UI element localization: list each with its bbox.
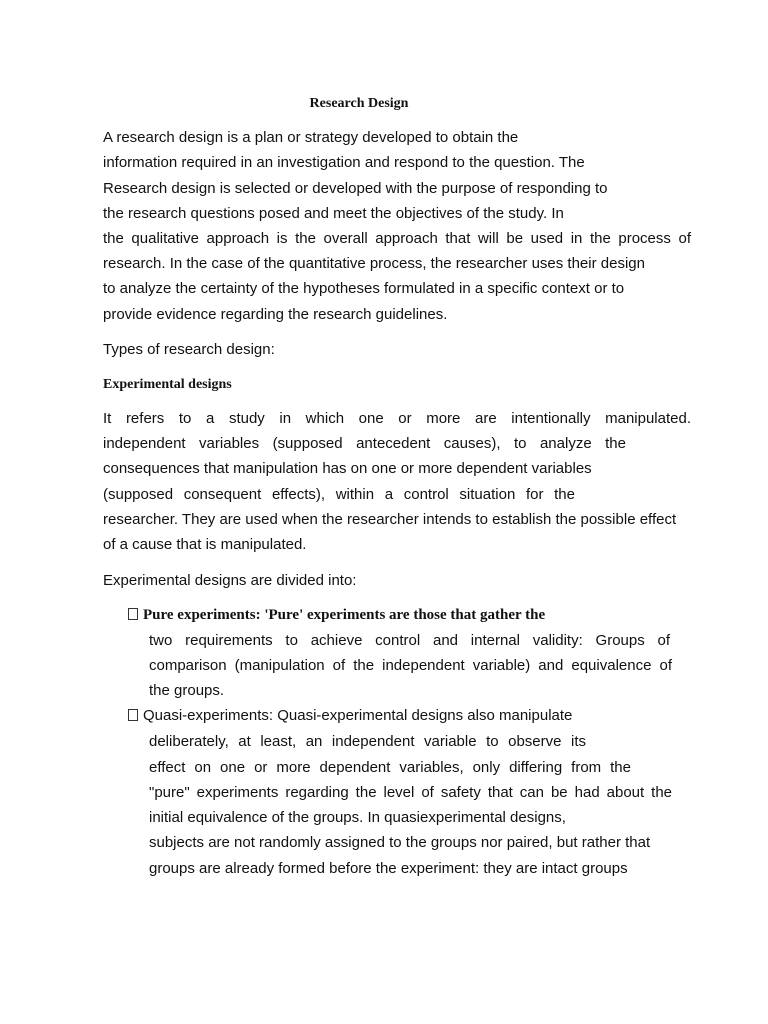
bullet-pure-text: Pure experiments: 'Pure' experiments are those that gather the	[143, 607, 546, 623]
bullet-quasi-line: subjects are not randomly assigned to the groups nor paired, but rather that	[149, 834, 651, 851]
bullet-quasi	[128, 707, 572, 725]
experimental-line: researcher. They are used when the researcher intends to establish the possible effect	[103, 511, 677, 528]
intro-line: the research questions posed and meet the objectives of the study. In	[103, 205, 564, 222]
page-title: Research Design	[309, 96, 409, 111]
bullet-quasi-line: deliberately, at least, an independent variable to observe its	[149, 733, 586, 750]
bullet-pure-line: the groups.	[149, 682, 225, 699]
experimental-line: of a cause that is manipulated.	[103, 536, 307, 553]
bullet-quasi-line: groups are already formed before the experiment: they are intact groups	[149, 860, 628, 877]
bullet-pure	[128, 606, 545, 624]
experimental-line: (supposed consequent effects), within a control situation for the	[103, 486, 575, 503]
bullet-quasi-text: Quasi-experiments: Quasi-experimental designs also manipulate	[143, 707, 573, 724]
bullet-pure-line: comparison (manipulation of the independent variable) and equivalence of	[149, 657, 672, 674]
bullet-quasi-line: effect on one or more dependent variables, only differing from the	[149, 759, 631, 776]
divided-label: Experimental designs are divided into:	[103, 572, 357, 589]
intro-line: information required in an investigation and respond to the question. The	[103, 154, 585, 171]
intro-line: provide evidence regarding the research guidelines.	[103, 306, 448, 323]
experimental-heading: Experimental designs	[103, 377, 232, 392]
bullet-box-icon	[128, 608, 138, 620]
types-label: Types of research design:	[103, 341, 275, 358]
experimental-line: It refers to a study in which one or more are intentionally manipulated.	[103, 410, 691, 427]
bullet-pure-line: two requirements to achieve control and internal validity: Groups of	[149, 632, 670, 649]
bullet-quasi-line: initial equivalence of the groups. In quasiexperimental designs,	[149, 809, 566, 826]
intro-line: research. In the case of the quantitative process, the researcher uses their design	[103, 255, 645, 272]
intro-line: the qualitative approach is the overall approach that will be used in the process of	[103, 230, 691, 247]
intro-line: A research design is a plan or strategy developed to obtain the	[103, 129, 519, 146]
intro-line: to analyze the certainty of the hypotheses formulated in a specific context or to	[103, 280, 625, 297]
experimental-line: consequences that manipulation has on one or more dependent variables	[103, 460, 592, 477]
bullet-box-icon	[128, 709, 138, 721]
intro-line: Research design is selected or developed with the purpose of responding to	[103, 180, 608, 197]
bullet-quasi-line: "pure" experiments regarding the level of safety that can be had about the	[149, 784, 672, 801]
experimental-line: independent variables (supposed antecedent causes), to analyze the	[103, 435, 626, 452]
